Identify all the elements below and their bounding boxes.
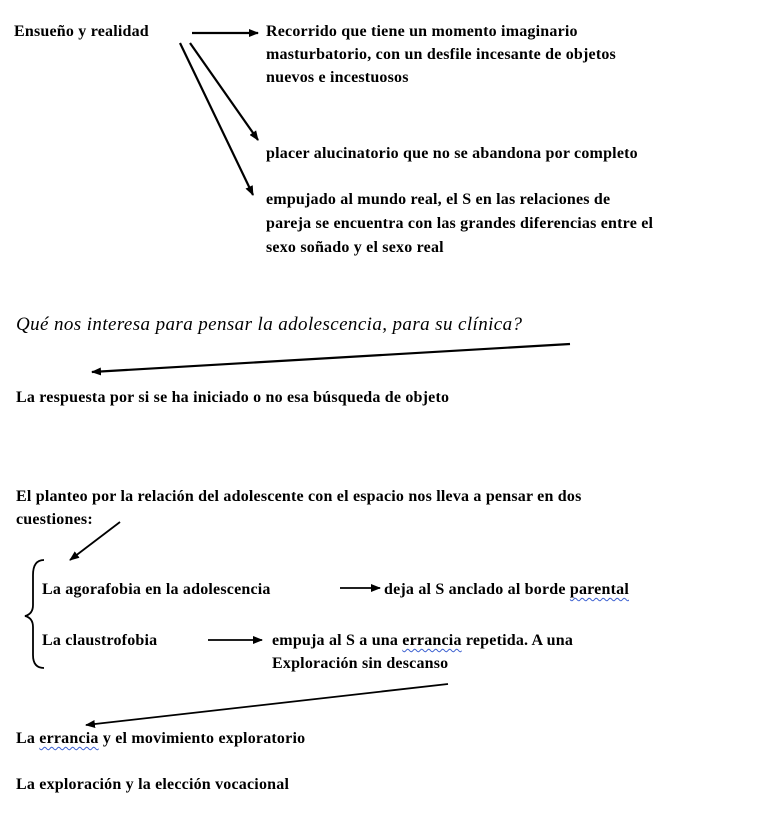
title-ensueno: Ensueño y realidad (14, 23, 149, 40)
claustrofobia-label: La claustrofobia (42, 632, 158, 649)
arrow-question-to-answer (92, 344, 570, 372)
placer-text: placer alucinatorio que no se abandona por completo (266, 145, 638, 162)
empujado-line-3: sexo soñado y el sexo real (266, 239, 444, 256)
empujado-line-1: empujado al mundo real, el S en las relaciones de (266, 191, 611, 208)
claustrofobia-effect-line-2: Exploración sin descanso (272, 655, 449, 672)
recorrido-line-3: nuevos e incestuosos (266, 69, 409, 86)
recorrido-line-1: Recorrido que tiene un momento imaginario (266, 23, 578, 40)
empujado-line-2: pareja se encuentra con las grandes diferencias entre el (266, 215, 654, 232)
planteo-line-2: cuestiones: (16, 511, 93, 528)
agorafobia-label: La agorafobia en la adolescencia (42, 581, 271, 598)
arrow-to-errancia (86, 684, 448, 725)
agorafobia-effect: deja al S anclado al borde parental (384, 581, 629, 598)
conclusion-errancia: La errancia y el movimiento exploratorio (16, 730, 306, 747)
claustrofobia-effect-line-1: empuja al S a una errancia repetida. A una (272, 632, 574, 649)
recorrido-line-2: masturbatorio, con un desfile incesante de objetos (266, 46, 616, 63)
answer-text: La respuesta por si se ha iniciado o no esa búsqueda de objeto (16, 389, 450, 406)
question-text: Qué nos interesa para pensar la adolescencia, para su clínica? (16, 314, 523, 335)
planteo-line-1: El planteo por la relación del adolescente con el espacio nos lleva a pensar en dos (16, 488, 582, 505)
arrow-to-placer (190, 43, 258, 140)
conclusion-vocacional: La exploración y la elección vocacional (16, 776, 290, 793)
